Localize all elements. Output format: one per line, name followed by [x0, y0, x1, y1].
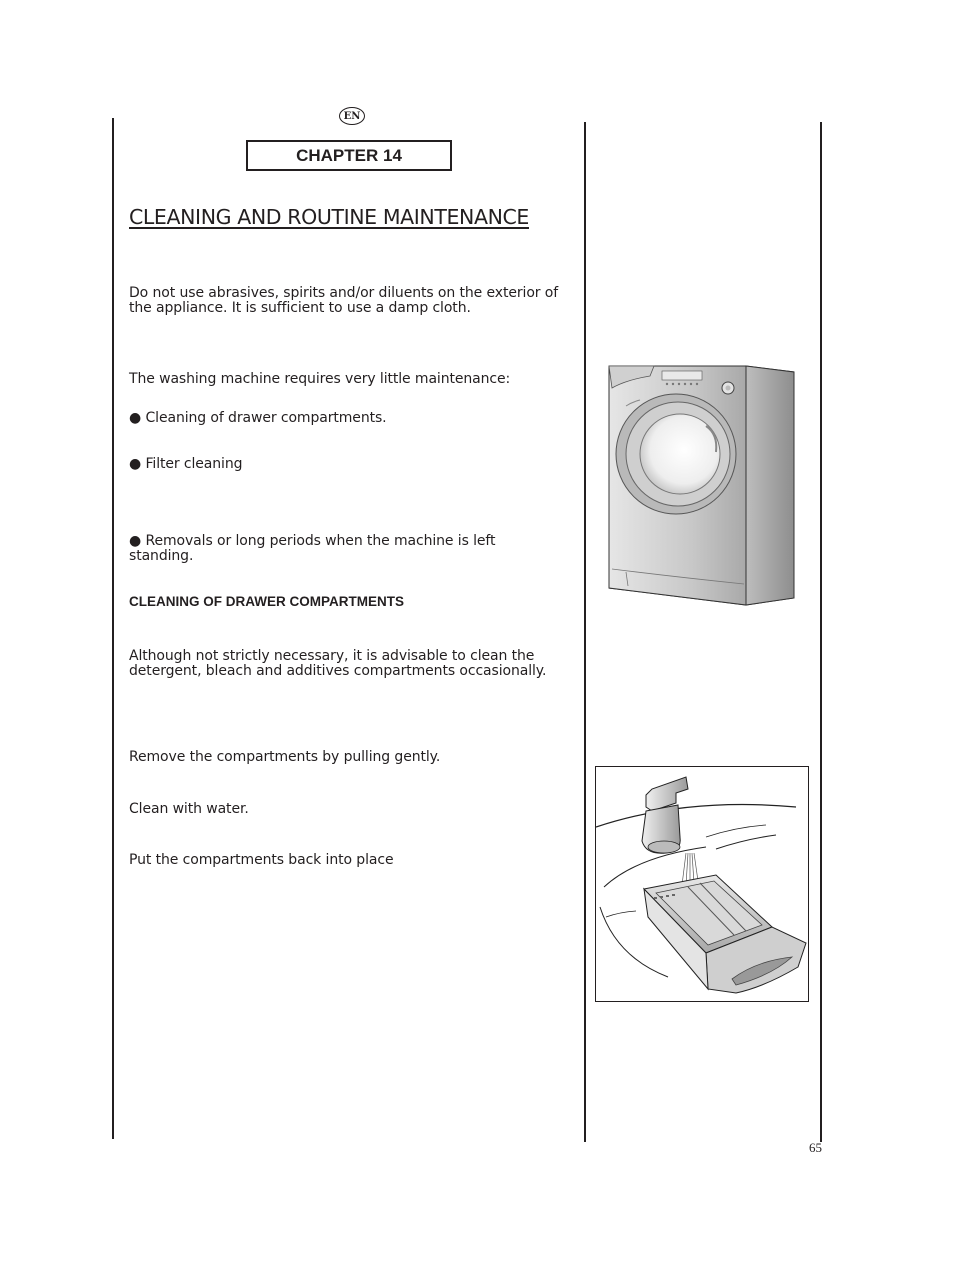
section-heading: CLEANING OF DRAWER COMPARTMENTS [129, 594, 404, 609]
bullet-text: Removals or long periods when the machine is left standing. [129, 533, 496, 564]
washing-machine-illustration [606, 362, 798, 608]
page-title: CLEANING AND ROUTINE MAINTENANCE [129, 205, 529, 229]
step-clean: Clean with water. [129, 801, 249, 817]
drawer-cleaning-illustration [595, 766, 809, 1002]
bullet-icon: ● [129, 456, 142, 472]
column-divider-rule [584, 122, 586, 1142]
bullet-item [129, 411, 569, 426]
bullet-item [129, 534, 549, 564]
section-text: Although not strictly necessary, it is advisable to clean the detergent, bleach and additives compartments occasionally. [129, 648, 547, 679]
exterior-note: Do not use abrasives, spirits and/or diluents on the exterior of the appliance. It is sufficient to use a damp cloth. [129, 285, 559, 316]
page-number: 65 [809, 1140, 822, 1155]
intro-text: The washing machine requires very little maintenance: [129, 371, 511, 387]
left-margin-rule [112, 118, 114, 1139]
step-remove: Remove the compartments by pulling gently. [129, 749, 441, 765]
bullet-item [129, 457, 569, 472]
right-margin-rule [820, 122, 822, 1142]
chapter-label: CHAPTER 14 [246, 140, 452, 171]
bullet-text: Filter cleaning [145, 456, 243, 472]
bullet-text: Cleaning of drawer compartments. [145, 410, 387, 426]
step-replace: Put the compartments back into place [129, 852, 394, 868]
bullet-icon: ● [129, 533, 142, 549]
bullet-icon: ● [129, 410, 142, 426]
language-badge: EN [339, 107, 365, 125]
